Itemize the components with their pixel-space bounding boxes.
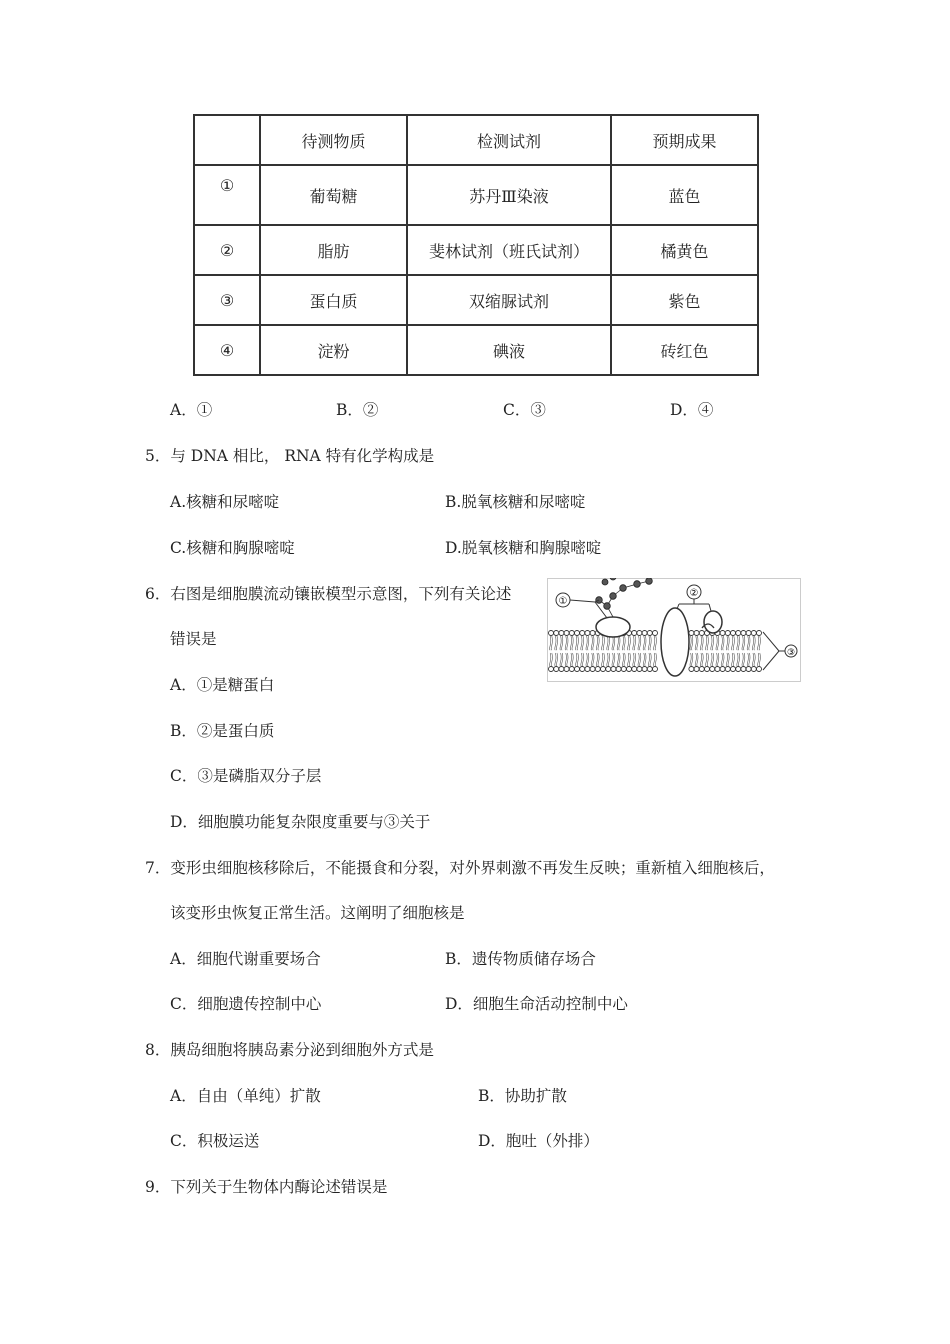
phospholipid-head (751, 631, 756, 636)
phospholipid-head (601, 667, 606, 672)
phospholipid-head (731, 631, 736, 636)
phospholipid-head (741, 667, 746, 672)
q4-option-b: B．② (336, 401, 379, 419)
row-number: ② (194, 225, 260, 275)
table-cell: 双缩脲试剂 (407, 275, 611, 325)
table-cell: 蓝色 (611, 165, 758, 225)
q7-stem: 7．变形虫细胞核移除后，不能摄食和分裂，对外界刺激不再发生反映；重新植入细胞核后， (145, 859, 775, 877)
table-header-cell (194, 115, 260, 165)
phospholipid-head (575, 667, 580, 672)
table-header-row (194, 115, 758, 165)
phospholipid-head (647, 631, 652, 636)
phospholipid-head (632, 667, 637, 672)
table-cell: 脂肪 (260, 225, 407, 275)
table-row (194, 225, 758, 275)
reagent-table (193, 114, 759, 376)
phospholipid-head (549, 631, 554, 636)
phospholipid-head (606, 667, 611, 672)
phospholipid-head (725, 631, 730, 636)
phospholipid-head (585, 667, 590, 672)
phospholipid-head (559, 631, 564, 636)
q7-stem-continued: 该变形虫恢复正常生活。这阐明了细胞核是 (170, 904, 465, 922)
phospholipid-head (580, 667, 585, 672)
phospholipid-head (699, 631, 704, 636)
table-cell: 淀粉 (260, 325, 407, 375)
q4-option-a: A．① (170, 401, 213, 419)
phospholipid-head (751, 667, 756, 672)
q7-option-b: B．遗传物质储存场合 (445, 950, 596, 968)
q5-option-a: A.核糖和尿嘧啶 (170, 493, 280, 511)
phospholipid-head (699, 667, 704, 672)
phospholipid-head (731, 667, 736, 672)
table-row (194, 275, 758, 325)
transmembrane-protein (661, 608, 689, 676)
q6-option-d: D．细胞膜功能复杂限度重要与③关于 (170, 813, 431, 831)
q6-option-a: A．①是糖蛋白 (170, 676, 275, 694)
phospholipid-head (757, 667, 762, 672)
q7-option-a: A．细胞代谢重要场合 (170, 950, 321, 968)
phospholipid-head (720, 631, 725, 636)
row-number: ① (194, 165, 260, 225)
phospholipid-head (590, 631, 595, 636)
phospholipid-head (746, 631, 751, 636)
phospholipid-head (642, 631, 647, 636)
q7-option-c: C．细胞遗传控制中心 (170, 995, 322, 1013)
phospholipid-head (590, 667, 595, 672)
phospholipid-head (736, 631, 741, 636)
phospholipid-head (580, 631, 585, 636)
q8-option-b: B．协助扩散 (478, 1087, 567, 1105)
phospholipid-head (559, 667, 564, 672)
phospholipid-head (611, 667, 616, 672)
q6-option-c: C．③是磷脂双分子层 (170, 767, 322, 785)
phospholipid-head (757, 631, 762, 636)
phospholipid-head (637, 631, 642, 636)
phospholipid-head (710, 667, 715, 672)
table-cell: 橘黄色 (611, 225, 758, 275)
table-cell: 紫色 (611, 275, 758, 325)
q5-option-d: D.脱氧核糖和胸腺嘧啶 (445, 539, 602, 557)
phospholipid-head (689, 667, 694, 672)
cell-membrane-figure (547, 578, 801, 682)
q8-option-c: C．积极运送 (170, 1132, 260, 1150)
table-cell: 斐林试剂（班氏试剂） (407, 225, 611, 275)
phospholipid-head (569, 631, 574, 636)
phospholipid-head (653, 631, 658, 636)
phospholipid-head (569, 667, 574, 672)
phospholipid-head (595, 667, 600, 672)
phospholipid-head (616, 667, 621, 672)
phospholipid-head (715, 667, 720, 672)
q5-option-b: B.脱氧核糖和尿嘧啶 (445, 493, 586, 511)
q8-option-a: A．自由（单纯）扩散 (170, 1087, 321, 1105)
table-cell: 碘液 (407, 325, 611, 375)
q8-stem: 8．胰岛细胞将胰岛素分泌到细胞外方式是 (145, 1041, 434, 1059)
q5-option-c: C.核糖和胸腺嘧啶 (170, 539, 295, 557)
phospholipid-head (549, 667, 554, 672)
phospholipid-head (564, 631, 569, 636)
table-header-cell: 检测试剂 (407, 115, 611, 165)
phospholipid-head (741, 631, 746, 636)
phospholipid-head (554, 667, 559, 672)
phospholipid-head (632, 631, 637, 636)
q6-option-b: B．②是蛋白质 (170, 722, 275, 740)
q7-option-d: D．细胞生命活动控制中心 (445, 995, 628, 1013)
phospholipid-head (637, 667, 642, 672)
phospholipid-head (642, 667, 647, 672)
phospholipid-head (694, 631, 699, 636)
phospholipid-head (575, 631, 580, 636)
phospholipid-head (694, 667, 699, 672)
phospholipid-head (705, 667, 710, 672)
phospholipid-head (554, 631, 559, 636)
table-row (194, 325, 758, 375)
phospholipid-head (689, 631, 694, 636)
q4-option-d: D．④ (670, 401, 714, 419)
q9-stem: 9．下列关于生物体内酶论述错误是 (145, 1178, 388, 1196)
q6-stem: 6．右图是细胞膜流动镶嵌模型示意图，下列有关论述 (145, 585, 512, 603)
phospholipid-head (627, 667, 632, 672)
q4-option-c: C．③ (503, 401, 546, 419)
figure-label-1: ① (558, 596, 568, 607)
q6-stem-continued: 错误是 (170, 630, 217, 648)
table-row (194, 165, 758, 225)
table-header-cell: 待测物质 (260, 115, 407, 165)
row-number: ③ (194, 275, 260, 325)
phospholipid-head (585, 631, 590, 636)
table-cell: 砖红色 (611, 325, 758, 375)
table-cell: 蛋白质 (260, 275, 407, 325)
phospholipid-head (621, 667, 626, 672)
figure-label-3: ③ (786, 648, 796, 658)
peripheral-protein (704, 611, 722, 633)
table-cell: 苏丹Ⅲ染液 (407, 165, 611, 225)
phospholipid-head (647, 667, 652, 672)
row-number: ④ (194, 325, 260, 375)
phospholipid-head (746, 667, 751, 672)
phospholipid-head (725, 667, 730, 672)
phospholipid-head (736, 667, 741, 672)
phospholipid-head (720, 667, 725, 672)
figure-label-2: ② (689, 588, 699, 599)
table-cell: 葡萄糖 (260, 165, 407, 225)
phospholipid-head (564, 667, 569, 672)
q8-option-d: D．胞吐（外排） (478, 1132, 599, 1150)
q5-stem: 5．与 DNA 相比， RNA 特有化学构成是 (145, 447, 435, 465)
membrane-protein-left (596, 617, 630, 637)
table-header-cell: 预期成果 (611, 115, 758, 165)
phospholipid-head (653, 667, 658, 672)
